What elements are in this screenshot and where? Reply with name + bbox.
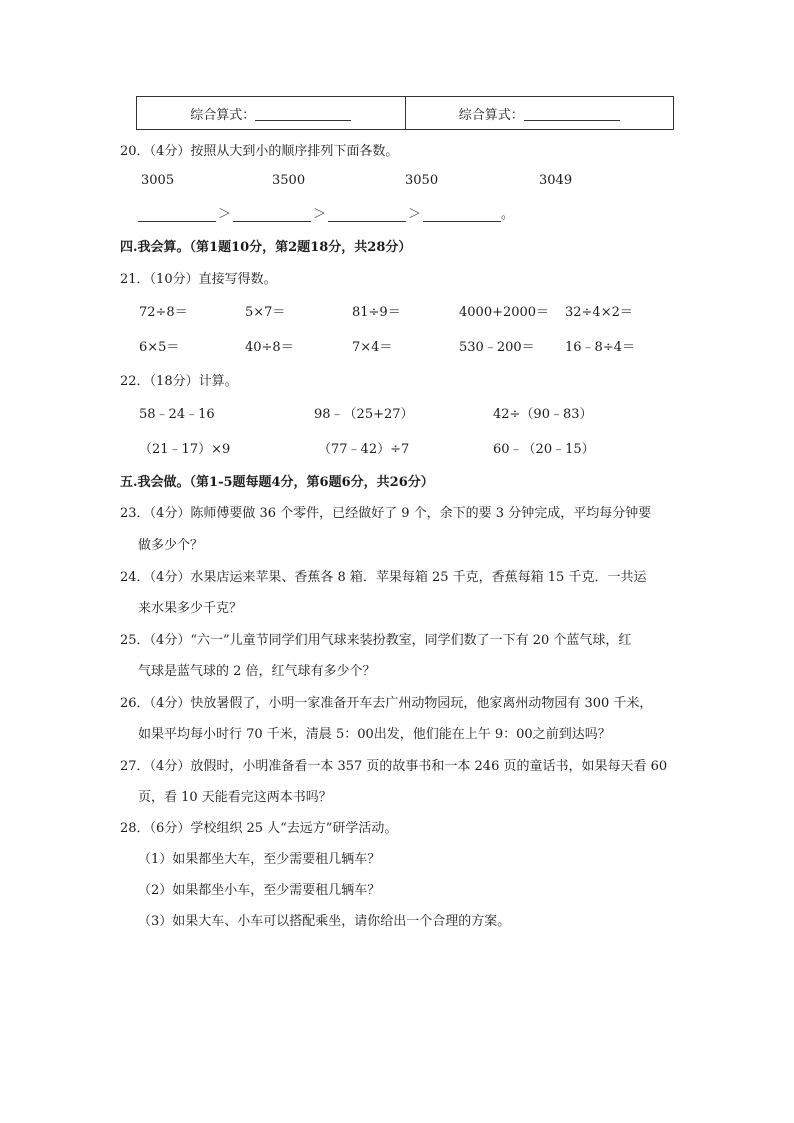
number-item: 3050 [405, 173, 439, 188]
question-27-line-1: 27．（4分）放假时，小明准备看一本 357 页的故事书和一本 246 页的童话书，如果每天看 60 [120, 759, 668, 774]
number-item: 3500 [272, 173, 306, 188]
formula-label: 综合算式： [458, 107, 524, 123]
question-24-line-1: 24．（4分）水果店运来苹果、香蕉各 8 箱．苹果每箱 25 千克，香蕉每箱 15 千克．一共运 [120, 570, 647, 585]
answer-blank [138, 207, 216, 222]
answer-cell-right [405, 97, 674, 129]
calc-item: 60﹣（20﹣15） [493, 442, 595, 457]
calc-item: （21﹣17）×9 [139, 442, 231, 457]
answer-blank [255, 106, 351, 121]
calc-item: 58﹣24﹣16 [139, 407, 215, 422]
answer-table [136, 96, 674, 130]
answer-cell-left [137, 97, 405, 129]
answer-blank [423, 207, 501, 222]
question-24-line-2: 来水果多少千克？ [138, 601, 243, 616]
section-5-title: 五.我会做。（第1-5题每题4分，第6题6分，共26分） [120, 475, 434, 490]
answer-blank [233, 207, 311, 222]
question-27-line-2: 页，看 10 天能看完这两本书吗？ [138, 790, 332, 805]
question-28-stem: 28．（6分）学校组织 25 人“去远方”研学活动。 [120, 821, 398, 836]
question-20-stem: 20．（4分）按照从大到小的顺序排列下面各数。 [120, 144, 399, 159]
number-item: 3049 [539, 173, 573, 188]
calc-item: 16﹣8÷4＝ [565, 340, 635, 355]
question-25-line-2: 气球是蓝气球的 2 倍，红气球有多少个？ [138, 664, 376, 679]
question-28-sub-1: （1）如果都坐大车，至少需要租几辆车？ [138, 852, 381, 867]
calc-item: 81÷9＝ [352, 305, 401, 320]
calc-item: 72÷8＝ [139, 305, 188, 320]
period-mark: 。 [501, 207, 515, 222]
number-item: 3005 [141, 173, 175, 188]
calc-item: 4000+2000＝ [459, 305, 550, 320]
ordering-line [138, 203, 514, 222]
calc-item: 32÷4×2＝ [565, 305, 633, 320]
question-26-line-2: 如果平均每小时行 70 千米，清晨 5：00出发，他们能在上午 9：00之前到达吗？ [138, 727, 611, 742]
calc-item: 5×7＝ [245, 305, 286, 320]
question-22-stem: 22．（18分）计算。 [120, 374, 238, 389]
calc-item: 98﹣（25+27） [314, 407, 414, 422]
formula-label: 综合算式： [190, 107, 256, 123]
calc-item: 7×4＝ [352, 340, 393, 355]
greater-than-sign: ＞ [218, 207, 232, 222]
greater-than-sign: ＞ [313, 207, 327, 222]
calc-item: （77﹣42）÷7 [318, 442, 410, 457]
section-4-title: 四.我会算。（第1题10分，第2题18分，共28分） [120, 240, 412, 255]
question-21-stem: 21．（10分）直接写得数。 [120, 272, 277, 287]
question-28-sub-3: （3）如果大车、小车可以搭配乘坐，请你给出一个合理的方案。 [138, 914, 511, 929]
calc-item: 42÷（90﹣83） [493, 407, 593, 422]
calc-item: 6×5＝ [139, 340, 180, 355]
answer-blank [328, 207, 406, 222]
question-23-line-2: 做多少个？ [138, 538, 204, 553]
greater-than-sign: ＞ [408, 207, 422, 222]
calc-item: 530﹣200＝ [459, 340, 535, 355]
question-23-line-1: 23．（4分）陈师傅要做 36 个零件，已经做好了 9 个，余下的要 3 分钟完成，平均每分钟要 [120, 506, 652, 521]
question-25-line-1: 25．（4分）“六一”儿童节同学们用气球来装扮教室，同学们数了一下有 20 个蓝气球，红 [120, 633, 632, 648]
question-28-sub-2: （2）如果都坐小车，至少需要租几辆车？ [138, 883, 381, 898]
question-26-line-1: 26．（4分）快放暑假了，小明一家准备开车去广州动物园玩，他家离州动物园有 300 千米， [120, 696, 653, 711]
answer-blank [524, 106, 620, 121]
calc-item: 40÷8＝ [245, 340, 294, 355]
